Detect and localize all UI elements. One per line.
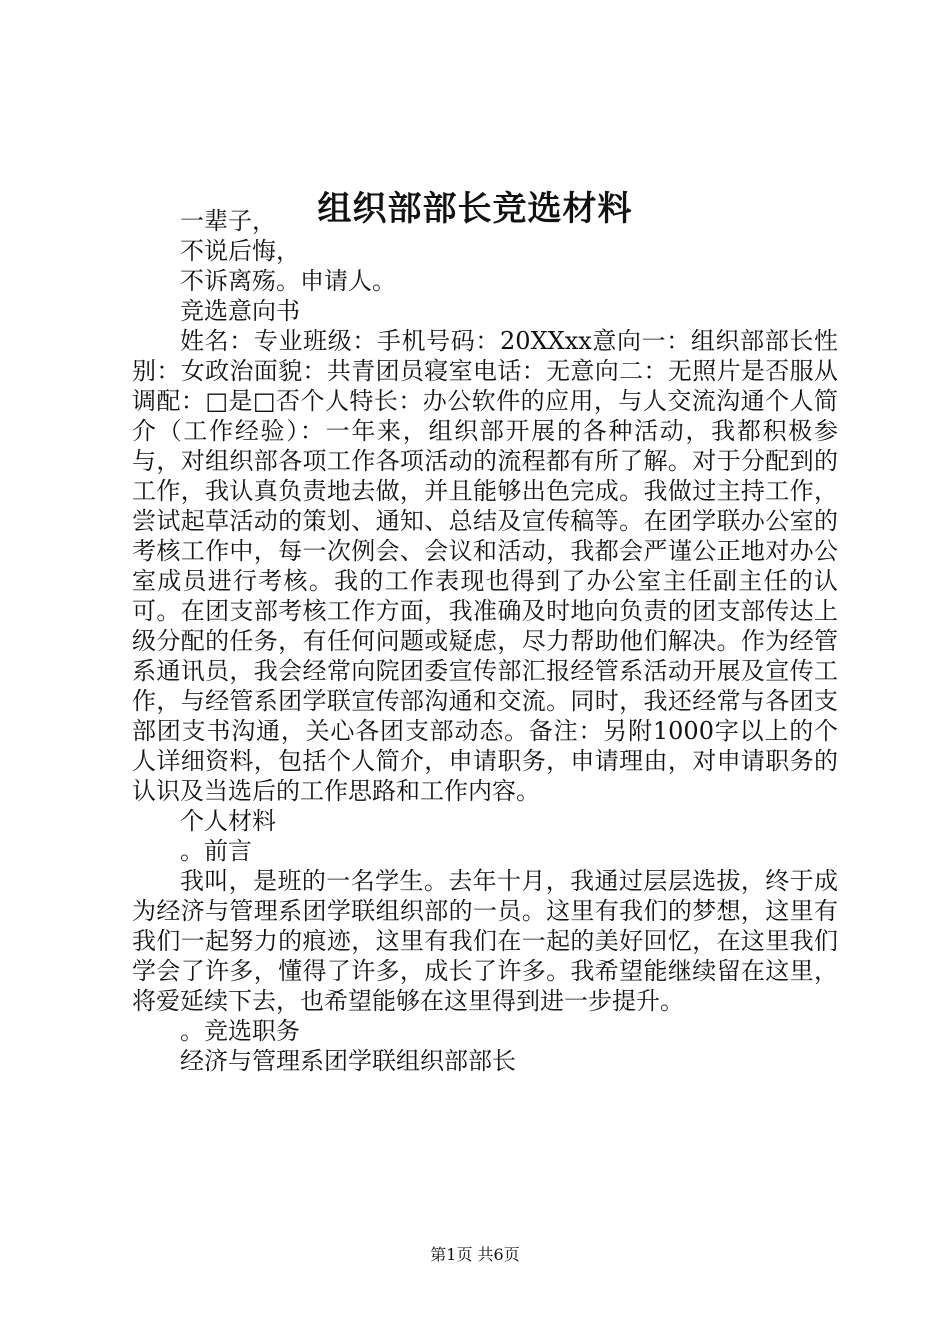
section-heading-intent: 竞选意向书 <box>180 297 300 325</box>
section-heading-position: 。竞选职务 <box>180 1017 300 1045</box>
paragraph-position: 经济与管理系团学联组织部部长 <box>180 1047 516 1075</box>
paragraph-greeting-1: 一辈子， <box>180 207 276 235</box>
section-heading-personal-material: 个人材料 <box>180 807 276 835</box>
section-heading-preface: 。前言 <box>180 837 252 865</box>
document-body <box>132 206 838 1076</box>
paragraph-application-form: 姓名：专业班级：手机号码：20XXxx意向一：组织部部长性别：女政治面貌：共青团员寝室电话：无意向二：无照片是否服从调配：□是□否个人特长：办公软件的应用，与人交流沟通个人简介（工作经验）：一年来，组织部开展的各种活动，我都积极参与，对组织部各项工作各项活动的流程都有所了解。对于分配到的工作，我认真负责地去做，并且能够出色完成。我做过主持工作，尝试起草活动的策划、通知、总结及宣传稿等。在团学联办公室的考核工作中，每一次例会、会议和活动，我都会严谨公正地对办公室成员进行考核。我的工作表现也得到了办公室主任副主任的认可。在团支部考核工作方面，我准确及时地向负责的团支部传达上级分配的任务，有任何问题或疑虑，尽力帮助他们解决。作为经管系通讯员，我会经常向院团委宣传部汇报经管系活动开展及宣传工作，与经管系团学联宣传部沟通和交流。同时，我还经常与各团支部团支书沟通，关心各团支部动态。备注：另附1000字以上的个人详细资料，包括个人简介，申请职务，申请理由，对申请职务的认识及当选后的工作思路和工作内容。 <box>132 327 838 805</box>
document-title: 组织部部长竞选材料 <box>317 189 633 229</box>
paragraph-preface: 我叫，是班的一名学生。去年十月，我通过层层选拔，终于成为经济与管理系团学联组织部的一员。这里有我们的梦想，这里有我们一起努力的痕迹，这里有我们在一起的美好回忆，在这里我们学会了许多，懂得了许多，成长了许多。我希望能继续留在这里，将爱延续下去，也希望能够在这里得到进一步提升。 <box>132 867 838 1015</box>
paragraph-greeting-3: 不诉离殇。申请人。 <box>180 267 396 295</box>
page-footer: 第1页 共6页 <box>430 1245 520 1264</box>
paragraph-greeting-2: 不说后悔， <box>180 237 300 265</box>
